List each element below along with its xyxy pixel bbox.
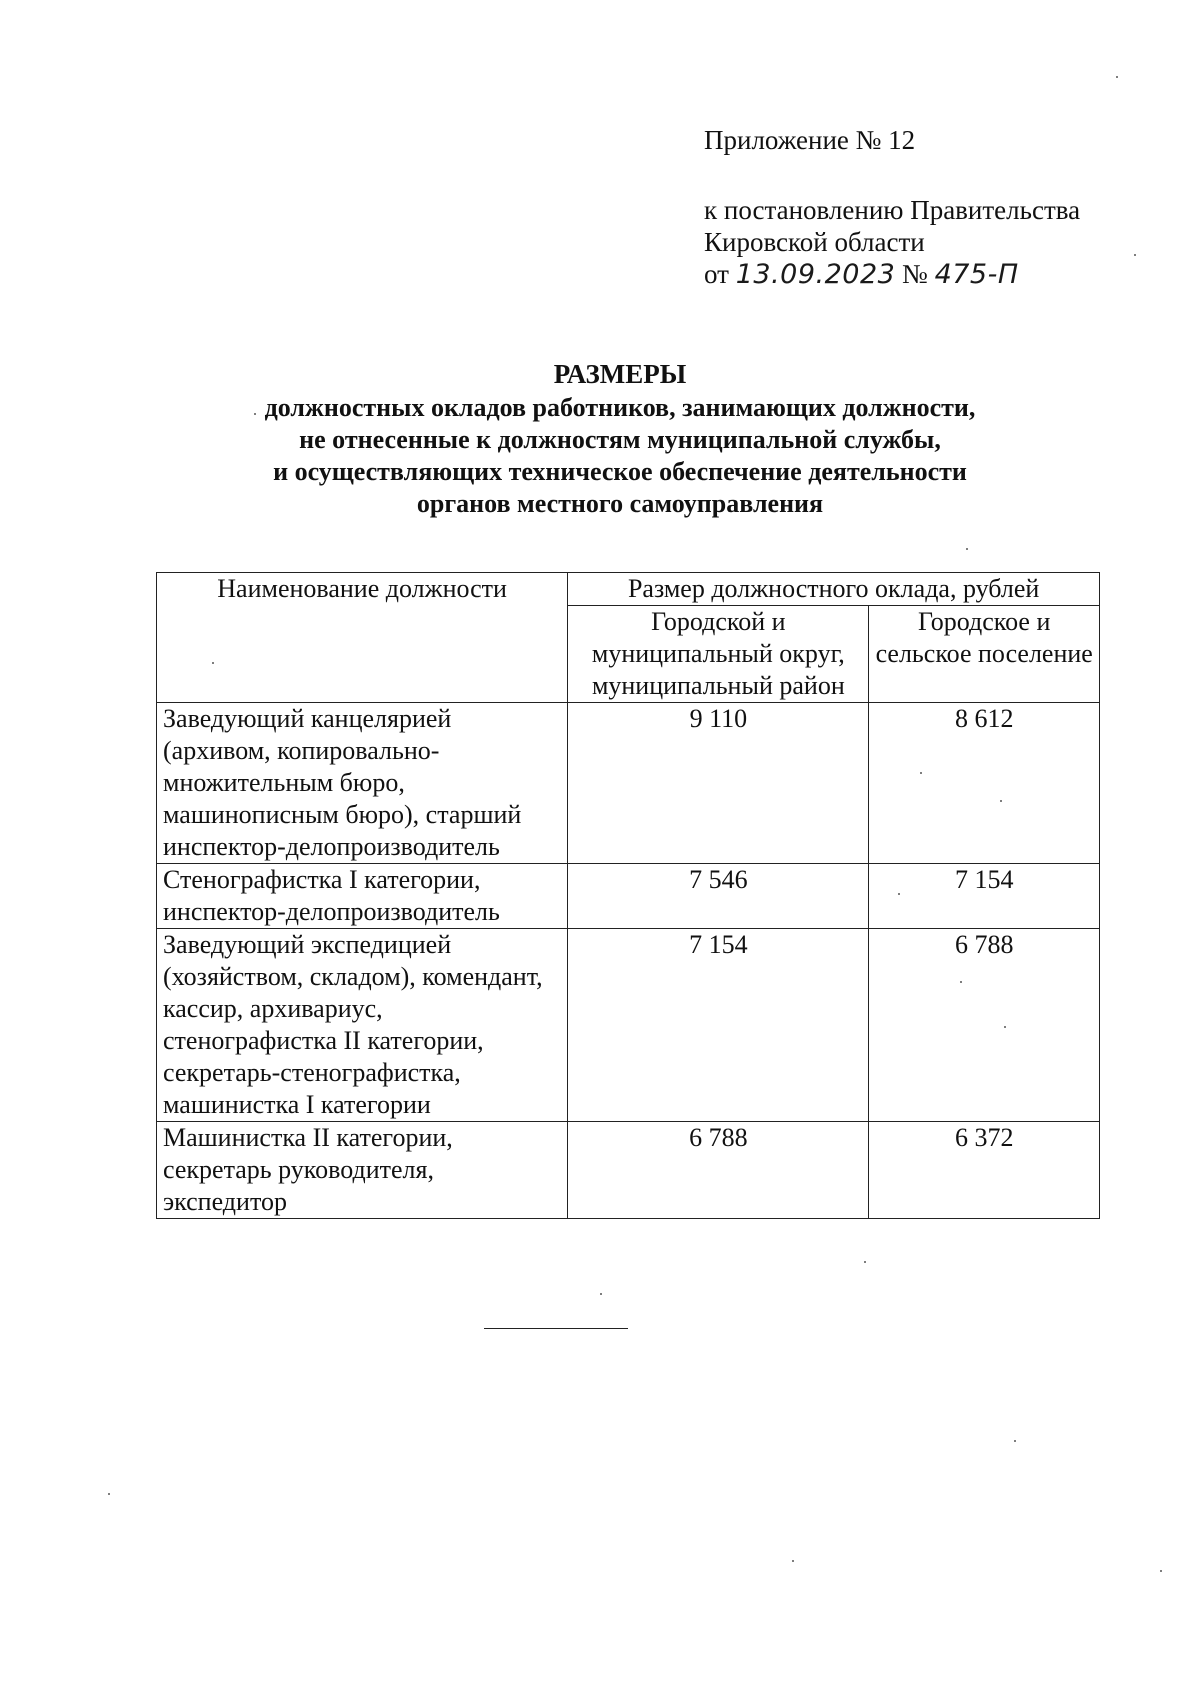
appendix-ref-line2: Кировской области: [704, 227, 925, 257]
row-position: Машинистка II категории, секретарь руководителя, экспедитор: [157, 1122, 568, 1219]
header-settlement: Городское и сельское поселение: [869, 606, 1100, 703]
appendix-number: Приложение № 12: [704, 125, 916, 155]
scan-speck: [108, 1493, 110, 1495]
scan-speck: [920, 772, 922, 774]
title-line2: не отнесенные к должностям муниципальной службы,: [299, 425, 941, 454]
title-line1: должностных окладов работников, занимающих должности,: [264, 393, 976, 422]
scan-speck: [898, 893, 900, 895]
table-row: [157, 929, 1100, 1122]
row-position: Стенографистка I категории, инспектор-делопроизводитель: [157, 864, 568, 929]
row-settlement-salary: 7 154: [869, 864, 1100, 929]
table-header-row: [157, 573, 1100, 606]
row-position: Заведующий канцелярией (архивом, копировально-множительным бюро, машинописным бюро), старший инспектор-делопроизводитель: [157, 703, 568, 864]
appendix-date-line: [704, 258, 1164, 291]
row-settlement-salary: 6 788: [869, 929, 1100, 1122]
salary-table: [156, 572, 1100, 1219]
scan-speck: [966, 548, 968, 550]
row-settlement-salary: 6 372: [869, 1122, 1100, 1219]
scan-speck: [864, 1261, 866, 1263]
row-city-salary: 7 546: [568, 864, 869, 929]
table-row: [157, 864, 1100, 929]
scan-speck: [1014, 1440, 1016, 1442]
title-main: РАЗМЕРЫ: [553, 359, 687, 389]
appendix-block: [704, 124, 1164, 291]
table-row: [157, 703, 1100, 864]
header-position: Наименование должности: [157, 573, 568, 703]
scan-speck: [1000, 800, 1002, 802]
scan-speck: [1160, 1570, 1162, 1572]
end-separator-line: [484, 1328, 628, 1329]
header-city-district: Городской и муниципальный округ, муниципальный район: [568, 606, 869, 703]
date-prefix: от: [704, 259, 729, 289]
handwritten-date: 13.09.2023: [735, 259, 896, 290]
scan-speck: [1004, 1026, 1006, 1028]
appendix-ref-line1: к постановлению Правительства: [704, 195, 1081, 225]
title-line4: органов местного самоуправления: [416, 489, 824, 518]
row-city-salary: 9 110: [568, 703, 869, 864]
scan-speck: [254, 413, 256, 415]
row-city-salary: 7 154: [568, 929, 869, 1122]
scan-speck: [212, 662, 214, 664]
header-salary: Размер должностного оклада, рублей: [568, 573, 1100, 606]
title-line3: и осуществляющих техническое обеспечение деятельности: [273, 457, 967, 486]
scan-speck: [792, 1560, 794, 1562]
number-prefix: №: [902, 259, 928, 289]
scan-speck: [1134, 254, 1136, 256]
scan-speck: [1116, 76, 1118, 78]
table-row: [157, 1122, 1100, 1219]
scan-speck: [600, 1293, 602, 1295]
row-settlement-salary: 8 612: [869, 703, 1100, 864]
scan-speck: [960, 981, 962, 983]
row-position: Заведующий экспедицией (хозяйством, складом), комендант, кассир, архивариус, стенографистка II категории, секретарь-стенографистка, машинистка I категории: [157, 929, 568, 1122]
row-city-salary: 6 788: [568, 1122, 869, 1219]
document-title: [170, 358, 1070, 520]
handwritten-number: 475-П: [934, 259, 1019, 290]
